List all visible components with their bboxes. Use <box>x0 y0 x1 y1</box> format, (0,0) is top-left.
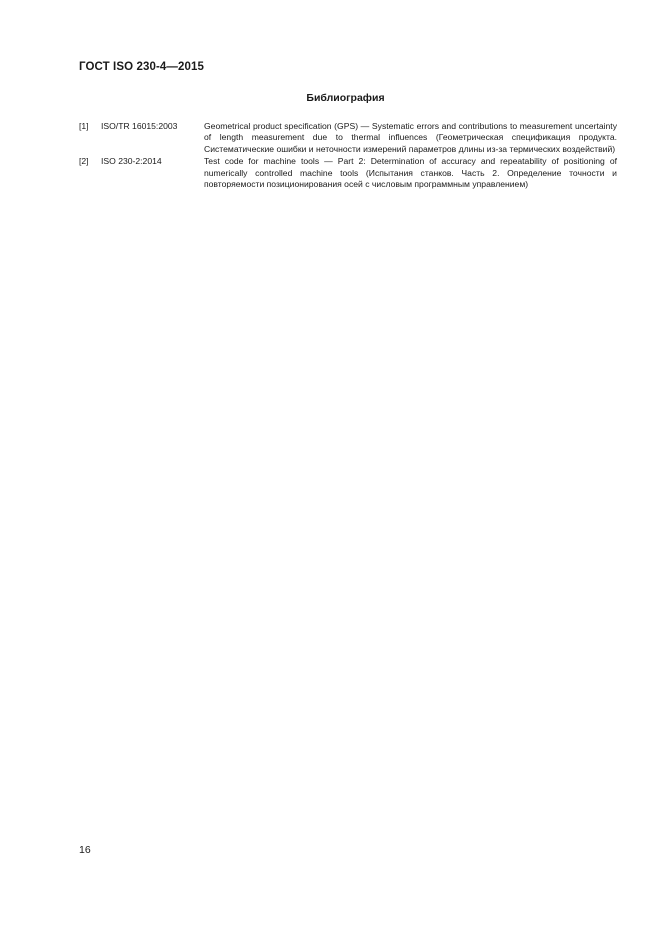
entry-number: [2] <box>79 156 89 167</box>
entry-number: [1] <box>79 121 89 131</box>
standard-designation: ГОСТ ISO 230-4—2015 <box>79 61 204 73</box>
bibliography-list <box>79 121 617 191</box>
bibliography-entry <box>79 121 617 155</box>
entry-reference: ISO 230-2:2014 <box>101 156 162 167</box>
entry-text: Geometrical product specification (GPS) — Systematic errors and contributions to measurement uncertainty of length measurement due to thermal influences (Геометрическая спецификация продукта. Систематические ошибки и неточности измерений параметров длины из-за термических воздействий) <box>204 121 617 154</box>
entry-reference: ISO/TR 16015:2003 <box>101 121 178 131</box>
section-title: Библиография <box>306 92 385 104</box>
entry-text: Test code for machine tools — Part 2: Determination of accuracy and repeatability of positioning of numerically controlled machine tools (Испытания станков. Часть 2. Определение точности и повторяемости позиционирования осей с числовым программным управлением) <box>204 156 617 190</box>
page-number: 16 <box>79 844 91 856</box>
bibliography-entry <box>79 156 617 190</box>
